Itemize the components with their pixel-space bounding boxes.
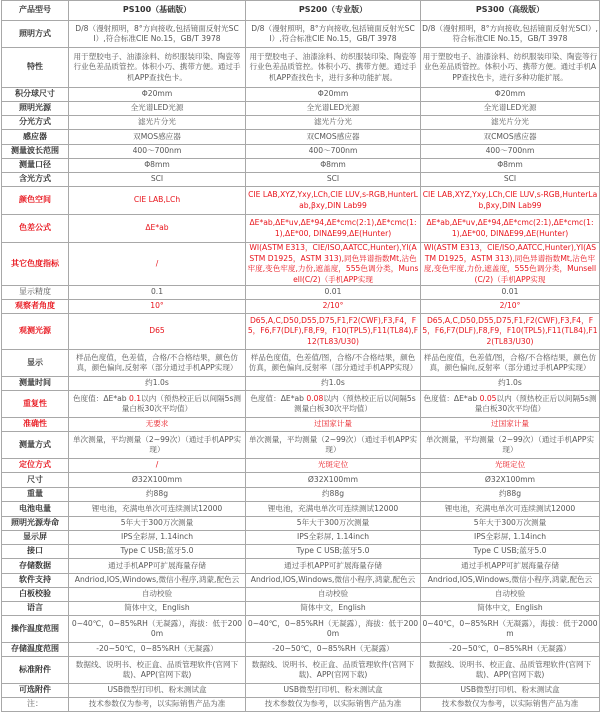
table-cell: 双MOS感应器 xyxy=(69,130,246,145)
table-cell: 简体中文，English xyxy=(69,602,246,616)
row-label: 测量波长范围 xyxy=(2,145,69,159)
row-label: 重复性 xyxy=(2,391,69,418)
highlight-value: 0.05 xyxy=(479,393,497,403)
row-label: 感应器 xyxy=(2,130,69,145)
table-row xyxy=(2,215,600,243)
table-cell: 数据线、说明书、校正盒、品质管理软件(官网下载)、APP(官网下载) xyxy=(69,657,246,684)
table-cell: 0.01 xyxy=(246,286,421,300)
table-row xyxy=(2,243,600,286)
table-cell: 2/10° xyxy=(246,300,421,314)
table-row xyxy=(2,459,600,473)
table-cell: 单次测量，平均测量（2~99次）（通过手机APP实现） xyxy=(246,432,421,459)
table-cell xyxy=(69,391,246,418)
row-label: 照明光源寿命 xyxy=(2,517,69,531)
table-cell: 技术参数仅为参考，以实际销售产品为准 xyxy=(69,698,246,712)
table-cell: / xyxy=(69,459,246,473)
table-cell: 简体中文，English xyxy=(246,602,421,616)
table-row xyxy=(2,300,600,314)
row-label: 观察者角度 xyxy=(2,300,69,314)
table-cell: WI(ASTM E313，CIE/ISO,AATCC,Hunter),YI(ASTM D1925，ASTM 313),同色异谱指数Mt,沾色牢度,变色牢度,力份,遮盖度，555色调分类，Munsell(C/2)（手机APP实现 xyxy=(246,243,421,286)
table-cell: 0~40℃，0~85%RH（无凝露），海拔：低于2000m xyxy=(69,616,246,643)
table-cell: SCI xyxy=(246,173,421,187)
highlight-value: 0.08 xyxy=(306,393,324,403)
table-row xyxy=(2,545,600,559)
table-cell: ΔE*ab xyxy=(69,215,246,243)
table-cell: D/8（漫射照明，8°方向接收,包括镜面反射光SCI）,符合标准CIE No.15，GB/T 3978 xyxy=(421,21,600,48)
table-cell: 约1.0s xyxy=(421,377,600,391)
cell-text: 色度值：ΔE*ab xyxy=(423,393,480,403)
table-cell: 5年大于300万次测量 xyxy=(246,517,421,531)
table-row xyxy=(2,116,600,130)
table-cell: 用于塑胶电子、油漆涂料、纺织服装印染、陶瓷等行业色差品质管控。体积小巧、携带方便。通过手机APP查找色卡，进行多种功能扩展。 xyxy=(246,48,421,88)
table-cell: 样品色度值，色差值/图，合格/不合格结果，颜色仿真，颜色偏向,反射率（部分通过手机APP实现） xyxy=(246,350,421,377)
table-cell: SCI xyxy=(69,173,246,187)
row-label: 定位方式 xyxy=(2,459,69,473)
table-cell: 单次测量，平均测量（2~99次）（通过手机APP实现） xyxy=(421,432,600,459)
row-label: 可选附件 xyxy=(2,684,69,698)
spec-comparison-table xyxy=(1,0,600,712)
table-row xyxy=(2,350,600,377)
table-row xyxy=(2,432,600,459)
table-cell: Andriod,IOS,Windows,微信小程序,鸿蒙,配色云 xyxy=(421,574,600,588)
row-label: 显示 xyxy=(2,350,69,377)
row-label: 测量口径 xyxy=(2,159,69,173)
table-cell: 全光谱LED光源 xyxy=(69,102,246,116)
table-cell: 约1.0s xyxy=(69,377,246,391)
model-ps100: PS100（基础版） xyxy=(69,1,246,21)
table-cell: 数据线、说明书、校正盒、品质管理软件(官网下载)、APP(官网下载) xyxy=(421,657,600,684)
table-cell: Type C USB;蓝牙5.0 xyxy=(69,545,246,559)
table-cell: 400～700nm xyxy=(246,145,421,159)
table-cell: Φ8mm xyxy=(246,159,421,173)
table-cell: 用于塑胶电子、油漆涂料、纺织服装印染、陶瓷等行业色差品质管控。体积小巧、携带方便。通过手机APP查找色卡。 xyxy=(69,48,246,88)
row-label: 特性 xyxy=(2,48,69,88)
table-cell: 约1.0s xyxy=(246,377,421,391)
row-label: 色差公式 xyxy=(2,215,69,243)
table-cell: 光斑定位 xyxy=(421,459,600,473)
table-cell: 技术参数仅为参考，以实际销售产品为准 xyxy=(421,698,600,712)
row-label: 测量方式 xyxy=(2,432,69,459)
table-cell: Ø32X100mm xyxy=(69,473,246,488)
table-cell: -20~50℃，0~85%RH（无凝露） xyxy=(421,643,600,657)
table-cell: IPS全彩屏, 1.14inch xyxy=(246,531,421,545)
table-row xyxy=(2,145,600,159)
row-label: 测量时间 xyxy=(2,377,69,391)
header-label: 产品型号 xyxy=(2,1,69,21)
table-row xyxy=(2,102,600,116)
table-cell: 锂电池，充满电单次可连续测试12000 xyxy=(246,502,421,517)
row-label: 显示屏 xyxy=(2,531,69,545)
table-cell: -20~50℃，0~85%RH（无凝露） xyxy=(246,643,421,657)
table-cell xyxy=(421,391,600,418)
table-cell: 0~40℃，0~85%RH（无凝露），海拔：低于2000m xyxy=(421,616,600,643)
table-cell: ΔE*ab,ΔE*uv,ΔE*94,ΔE*cmc(2:1),ΔE*cmc(1:1),ΔE*00, DINΔE99,ΔE(Hunter) xyxy=(421,215,600,243)
table-row xyxy=(2,159,600,173)
row-label: 操作温度范围 xyxy=(2,616,69,643)
table-cell: 0~40℃，0~85%RH（无凝露），海拔：低于2000m xyxy=(246,616,421,643)
table-cell: WI(ASTM E313，CIE/ISO,AATCC,Hunter),YI(ASTM D1925，ASTM 313),同色异谱指数Mt,沾色牢度,变色牢度,力份,遮盖度，555色调分类，Munsell(C/2)（手机APP实现 xyxy=(421,243,600,286)
row-label: 含光方式 xyxy=(2,173,69,187)
table-cell: 滤光片分光 xyxy=(69,116,246,130)
table-cell: 全光谱LED光源 xyxy=(246,102,421,116)
row-label: 注： xyxy=(2,698,69,712)
row-label: 重量 xyxy=(2,488,69,502)
highlight-value: 0.1 xyxy=(129,393,142,403)
table-cell: 5年大于300万次测量 xyxy=(421,517,600,531)
table-cell: Φ20mm xyxy=(69,88,246,102)
table-cell: 约88g xyxy=(421,488,600,502)
table-row xyxy=(2,314,600,350)
table-row xyxy=(2,602,600,616)
table-row xyxy=(2,698,600,712)
table-row xyxy=(2,588,600,602)
table-cell: 0.01 xyxy=(421,286,600,300)
table-row xyxy=(2,616,600,643)
table-cell: 400～700nm xyxy=(69,145,246,159)
table-cell: D/8（漫射照明，8°方向接收,包括镜面反射光SCI）,符合标准CIE No.15，GB/T 3978 xyxy=(246,21,421,48)
table-cell: 技术参数仅为参考，以实际销售产品为准 xyxy=(246,698,421,712)
table-cell: 400～700nm xyxy=(421,145,600,159)
table-cell: 过国家计量 xyxy=(421,418,600,432)
table-cell: USB微型打印机、粉末测试盒 xyxy=(421,684,600,698)
table-cell: 无要求 xyxy=(69,418,246,432)
row-label: 颜色空间 xyxy=(2,187,69,215)
table-cell: 滤光片分光 xyxy=(246,116,421,130)
table-cell: 自动校验 xyxy=(69,588,246,602)
table-cell: 约88g xyxy=(246,488,421,502)
table-cell: Φ20mm xyxy=(421,88,600,102)
cell-text: 以内（预热校正后以间隔5s测量白板30次平均值） xyxy=(121,393,242,413)
table-cell xyxy=(246,391,421,418)
table-row xyxy=(2,418,600,432)
table-cell: Φ8mm xyxy=(69,159,246,173)
table-row xyxy=(2,286,600,300)
table-cell: 简体中文，English xyxy=(421,602,600,616)
table-row xyxy=(2,173,600,187)
table-row xyxy=(2,559,600,574)
table-cell: IPS全彩屏, 1.14inch xyxy=(69,531,246,545)
table-cell: 用于塑胶电子、油漆涂料、纺织服装印染、陶瓷等行业色差品质管控。体积小巧、携带方便。通过手机APP查找色卡，进行多种功能扩展。 xyxy=(421,48,600,88)
cell-text: 色度值：ΔE*ab xyxy=(72,393,130,403)
table-cell: 双CMOS感应器 xyxy=(421,130,600,145)
table-cell: D65,A,C,D50,D55,D75,F1,F2(CWF),F3,F4，F5，F6,F7(DLF),F8,F9，F10(TPL5),F11(TL84),F12(TL83/U30) xyxy=(246,314,421,350)
table-cell: 0.1 xyxy=(69,286,246,300)
cell-text: 以内（预热校正后以间隔5s测量白板30次平均值） xyxy=(474,393,597,413)
row-label: 其它色度指标 xyxy=(2,243,69,286)
header-row xyxy=(2,1,600,21)
table-row xyxy=(2,684,600,698)
table-cell: D65 xyxy=(69,314,246,350)
table-cell: Ø32X100mm xyxy=(421,473,600,488)
table-row xyxy=(2,88,600,102)
table-row xyxy=(2,48,600,88)
row-label: 存储温度范围 xyxy=(2,643,69,657)
model-ps200: PS200（专业版） xyxy=(246,1,421,21)
table-cell: ΔE*ab,ΔE*uv,ΔE*94,ΔE*cmc(2:1),ΔE*cmc(1:1),ΔE*00, DINΔE99,ΔE(Hunter) xyxy=(246,215,421,243)
row-label: 准确性 xyxy=(2,418,69,432)
table-cell: Φ8mm xyxy=(421,159,600,173)
row-label: 电池电量 xyxy=(2,502,69,517)
table-cell: 光斑定位 xyxy=(246,459,421,473)
table-cell: D65,A,C,D50,D55,D75,F1,F2(CWF),F3,F4，F5，F6,F7(DLF),F8,F9，F10(TPL5),F11(TL84),F12(TL83/U30) xyxy=(421,314,600,350)
table-cell: 双CMOS感应器 xyxy=(246,130,421,145)
table-row xyxy=(2,574,600,588)
table-cell: 自动校验 xyxy=(246,588,421,602)
table-row xyxy=(2,643,600,657)
table-cell: Type C USB;蓝牙5.0 xyxy=(421,545,600,559)
table-cell: Type C USB;蓝牙5.0 xyxy=(246,545,421,559)
row-label: 分光方式 xyxy=(2,116,69,130)
row-label: 积分球尺寸 xyxy=(2,88,69,102)
table-cell: SCI xyxy=(421,173,600,187)
table-cell: 约88g xyxy=(69,488,246,502)
table-cell: 锂电池，充满电单次可连续测试12000 xyxy=(69,502,246,517)
table-cell: 样品色度值，色差值，合格/不合格结果，颜色仿真，颜色偏向,反射率（部分通过手机APP实现） xyxy=(69,350,246,377)
row-label: 软件支持 xyxy=(2,574,69,588)
table-row xyxy=(2,21,600,48)
table-row xyxy=(2,377,600,391)
table-row xyxy=(2,531,600,545)
table-cell: -20~50℃，0~85%RH（无凝露） xyxy=(69,643,246,657)
table-cell: 自动校验 xyxy=(421,588,600,602)
table-row xyxy=(2,473,600,488)
table-cell: Ø32X100mm xyxy=(246,473,421,488)
row-label: 接口 xyxy=(2,545,69,559)
table-cell: D/8（漫射照明，8°方向接收,包括镜面反射光SCI）,符合标准CIE No.15，GB/T 3978 xyxy=(69,21,246,48)
table-row xyxy=(2,391,600,418)
table-cell: 样品色度值，色差值/图，合格/不合格结果，颜色仿真，颜色偏向,反射率（部分通过手机APP实现） xyxy=(421,350,600,377)
table-cell: USB微型打印机、粉末测试盒 xyxy=(246,684,421,698)
table-cell: 通过手机APP可扩展海量存储 xyxy=(69,559,246,574)
row-label: 标准附件 xyxy=(2,657,69,684)
table-cell: CIE LAB,LCh xyxy=(69,187,246,215)
row-label: 存储数据 xyxy=(2,559,69,574)
table-cell: Andriod,IOS,Windows,微信小程序,鸿蒙,配色云 xyxy=(69,574,246,588)
table-cell: 锂电池，充满电单次可连续测试12000 xyxy=(421,502,600,517)
row-label: 显示精度 xyxy=(2,286,69,300)
table-cell: Andriod,IOS,Windows,微信小程序,鸿蒙,配色云 xyxy=(246,574,421,588)
row-label: 照明光源 xyxy=(2,102,69,116)
table-cell: 10° xyxy=(69,300,246,314)
table-cell: USB微型打印机、粉末测试盒 xyxy=(69,684,246,698)
table-cell: 5年大于300万次测量 xyxy=(69,517,246,531)
table-row xyxy=(2,488,600,502)
row-label: 语言 xyxy=(2,602,69,616)
table-cell: IPS全彩屏, 1.14inch xyxy=(421,531,600,545)
row-label: 照明方式 xyxy=(2,21,69,48)
table-cell: Φ20mm xyxy=(246,88,421,102)
table-cell: 全光谱LED光源 xyxy=(421,102,600,116)
row-label: 观测光源 xyxy=(2,314,69,350)
cell-text: 以内（预热校正后以间隔5s测量白板30次平均值） xyxy=(293,393,416,413)
table-cell: / xyxy=(69,243,246,286)
table-cell: 滤光片分光 xyxy=(421,116,600,130)
model-ps300: PS300（高级版） xyxy=(421,1,600,21)
table-row xyxy=(2,657,600,684)
table-cell: 通过手机APP可扩展海量存储 xyxy=(246,559,421,574)
table-cell: CIE LAB,XYZ,Yxy,LCh,CIE LUV,s-RGB,HunterLab,βxy,DIN Lab99 xyxy=(246,187,421,215)
cell-text: 色度值：ΔE*ab xyxy=(250,393,307,403)
row-label: 白板校验 xyxy=(2,588,69,602)
table-cell: 通过手机APP可扩展海量存储 xyxy=(421,559,600,574)
table-cell: CIE LAB,XYZ,Yxy,LCh,CIE LUV,s-RGB,HunterLab,βxy,DIN Lab99 xyxy=(421,187,600,215)
table-cell: 2/10° xyxy=(421,300,600,314)
table-cell: 过国家计量 xyxy=(246,418,421,432)
table-row xyxy=(2,502,600,517)
row-label: 尺寸 xyxy=(2,473,69,488)
table-row xyxy=(2,130,600,145)
table-cell: 单次测量，平均测量（2~99次）（通过手机APP实现） xyxy=(69,432,246,459)
table-cell: 数据线、说明书、校正盒、品质管理软件(官网下载)、APP(官网下载) xyxy=(246,657,421,684)
table-row xyxy=(2,187,600,215)
table-row xyxy=(2,517,600,531)
